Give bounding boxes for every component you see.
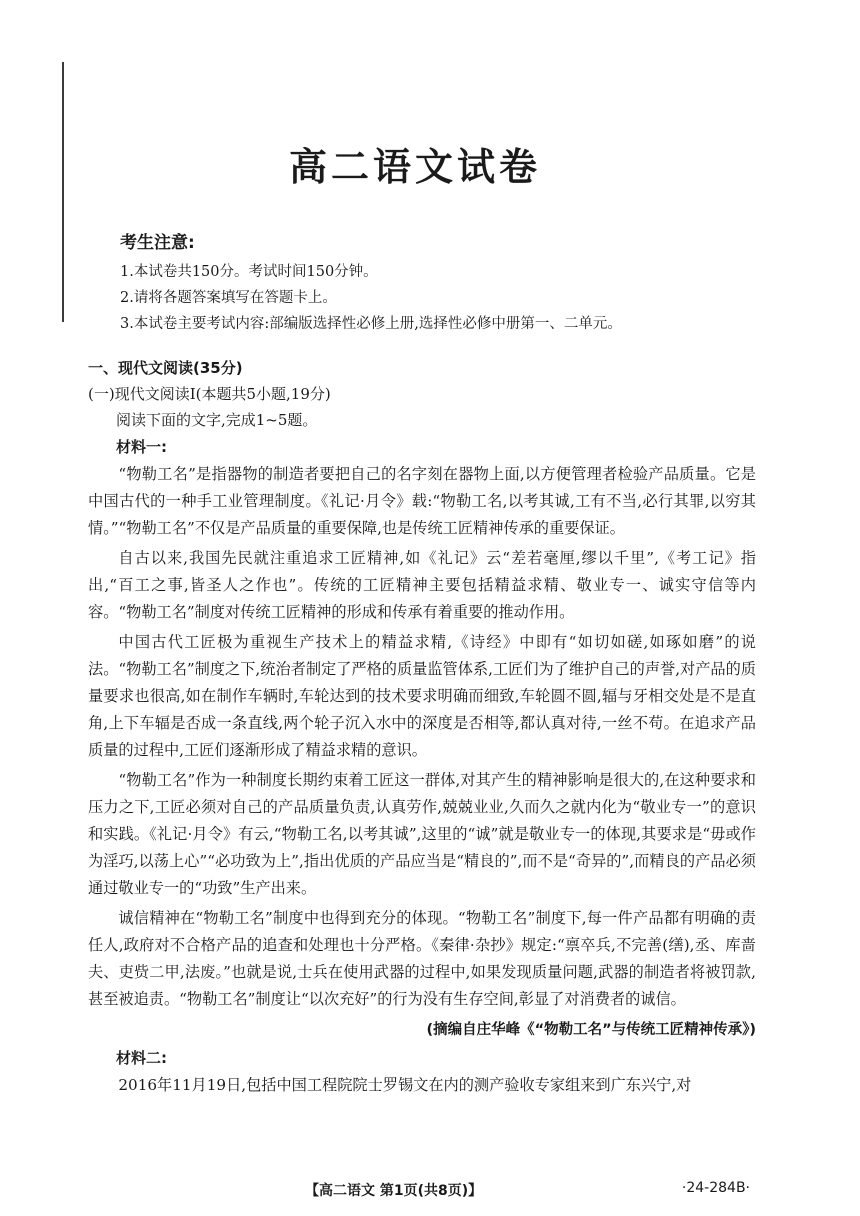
- material-two-heading: 材料二:: [116, 1049, 167, 1067]
- section-heading: 一、现代文阅读(35分): [88, 359, 243, 377]
- notice-heading: 考生注意:: [120, 233, 195, 253]
- material-one-paragraph: “物勒工名”作为一种制度长期约束着工匠这一群体,对其产生的精神影响是很大的,在这种要求和压力之下,工匠必须对自己的产品质量负责,认真劳作,兢兢业业,久而久之就内化为“敬业专一”的意识和实践。《礼记·月令》有云,“物勒工名,以考其诚”,这里的“诚”就是敬业专一的体现,其要求是“毋或作为淫巧,以荡上心”“必功致为上”,指出优质的产品应当是“精良的”,而不是“奇异的”,而精良的产品必须通过敬业专一的“功致”生产出来。: [88, 771, 756, 897]
- exam-code: ·24-284B·: [681, 1180, 750, 1196]
- material-one-paragraph: “物勒工名”是指器物的制造者要把自己的名字刻在器物上面,以方便管理者检验产品质量。它是中国古代的一种手工业管理制度。《礼记·月令》载:“物勒工名,以考其诚,工有不当,必行其罪,以穷其情。”“物勒工名”不仅是产品质量的重要保障,也是传统工匠精神传承的重要保证。: [88, 465, 756, 537]
- material-one-source: (摘编自庄华峰《“物勒工名”与传统工匠精神传承》): [426, 1022, 756, 1038]
- page-number-label: 【高二语文 第1页(共8页)】: [305, 1183, 483, 1199]
- page-title: 高二语文试卷: [288, 145, 541, 189]
- reading-section: [88, 355, 756, 1102]
- candidate-notice: [120, 228, 760, 337]
- notice-item: 3.本试卷主要考试内容:部编版选择性必修上册,选择性必修中册第一、二单元。: [120, 316, 622, 332]
- section-subheading: (一)现代文阅读Ⅰ(本题共5小题,19分): [88, 385, 331, 403]
- material-one-heading: 材料一:: [116, 438, 167, 456]
- material-one-paragraph: 诚信精神在“物勒工名”制度中也得到充分的体现。“物勒工名”制度下,每一件产品都有明确的责任人,政府对不合格产品的追查和处理也十分严格。《秦律·杂抄》规定:“禀卒兵,不完善(缮),丞、库啬夫、吏赀二甲,法废。”也就是说,士兵在使用武器的过程中,如果发现质量问题,武器的制造者将被罚款,甚至被追责。“物勒工名”制度让“以次充好”的行为没有生存空间,彰显了对消费者的诚信。: [88, 909, 756, 1008]
- material-two-paragraph: 2016年11月19日,包括中国工程院院士罗锡文在内的测产验收专家组来到广东兴宁,对: [118, 1076, 692, 1094]
- material-one-paragraph: 中国古代工匠极为重视生产技术上的精益求精,《诗经》中即有“如切如磋,如琢如磨”的说法。“物勒工名”制度之下,统治者制定了严格的质量监管体系,工匠们为了维护自己的声誉,对产品的质量要求也很高,如在制作车辆时,车轮达到的技术要求明确而细致,车轮圆不圆,辐与牙相交处是不是直角,上下车辐是否成一条直线,两个轮子沉入水中的深度是否相等,都认真对待,一丝不苟。在追求产品质量的过程中,工匠们逐渐形成了精益求精的意识。: [88, 633, 756, 759]
- material-one-paragraph: 自古以来,我国先民就注重追求工匠精神,如《礼记》云“差若毫厘,缪以千里”,《考工记》指出,“百工之事,皆圣人之作也”。传统的工匠精神主要包括精益求精、敬业专一、诚实守信等内容。“物勒工名”制度对传统工匠精神的形成和传承有着重要的推动作用。: [88, 549, 756, 621]
- binding-margin-line: [62, 62, 64, 322]
- reading-instruction: 阅读下面的文字,完成1~5题。: [116, 411, 318, 429]
- notice-item: 2.请将各题答案填写在答题卡上。: [120, 290, 337, 306]
- notice-item: 1.本试卷共150分。考试时间150分钟。: [120, 264, 378, 280]
